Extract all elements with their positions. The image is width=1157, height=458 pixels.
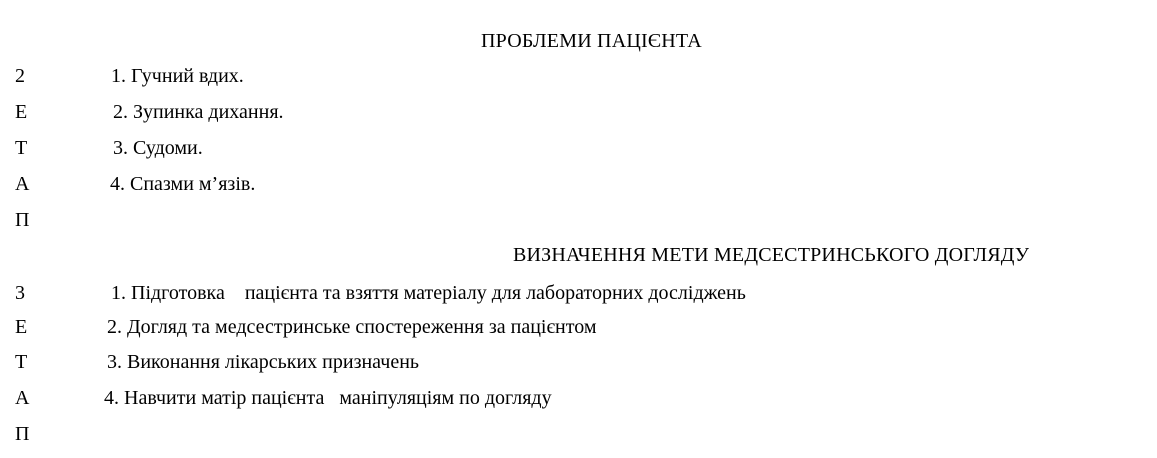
stage2-letter-4: А	[15, 173, 30, 195]
stage3-letter-5: П	[15, 423, 30, 445]
stage2-letter-3: Т	[15, 137, 28, 159]
problem-item-2: 2. Зупинка дихання.	[113, 101, 284, 123]
goal-item-3: 3. Виконання лікарських призначень	[107, 351, 420, 373]
section3-heading: ВИЗНАЧЕННЯ МЕТИ МЕДСЕСТРИНСЬКОГО ДОГЛЯДУ	[513, 244, 1030, 266]
goal-item-1: 1. Підготовка пацієнта та взяття матеріалу для лабораторних досліджень	[111, 282, 746, 304]
problem-item-3: 3. Судоми.	[113, 137, 203, 159]
stage3-letter-4: А	[15, 387, 30, 409]
stage3-letter-1: 3	[15, 282, 25, 304]
stage2-letter-1: 2	[15, 65, 25, 87]
stage3-letter-2: Е	[15, 316, 28, 338]
stage2-letter-5: П	[15, 209, 30, 231]
goal-item-2: 2. Догляд та медсестринське спостереження за пацієнтом	[107, 316, 597, 338]
goal-item-4: 4. Навчити матір пацієнта маніпуляціям по догляду	[104, 387, 552, 409]
section2-heading: ПРОБЛЕМИ ПАЦІЄНТА	[481, 30, 702, 52]
stage3-letter-3: Т	[15, 351, 28, 373]
problem-item-4: 4. Спазми м’язів.	[110, 173, 256, 195]
stage2-letter-2: Е	[15, 101, 28, 123]
problem-item-1: 1. Гучний вдих.	[111, 65, 244, 87]
